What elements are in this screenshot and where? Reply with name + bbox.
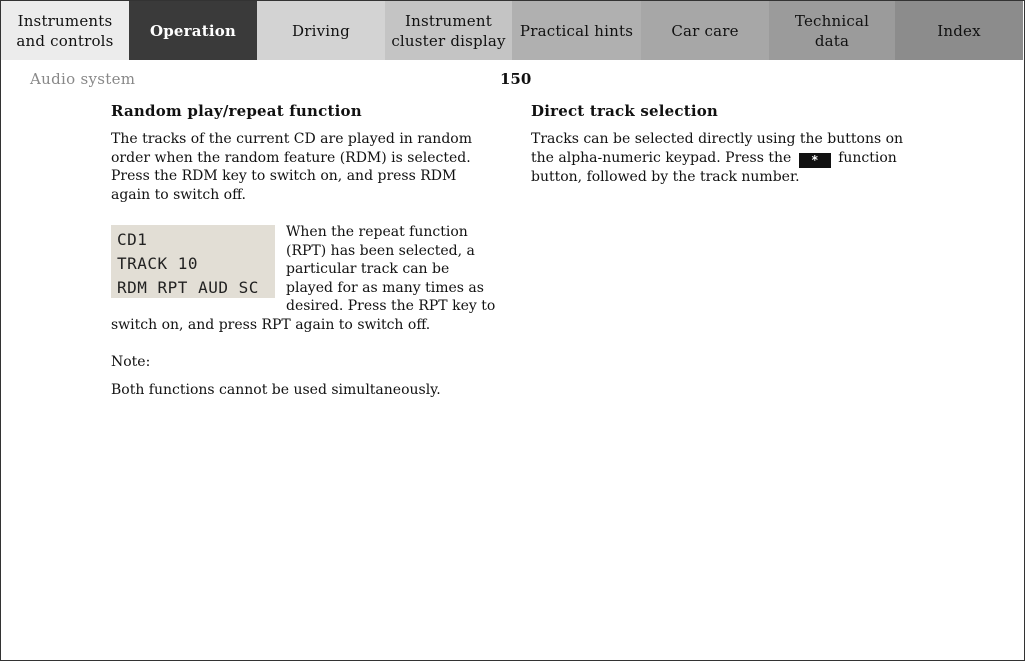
display-line: CD1	[117, 230, 148, 249]
star-key-icon: *	[799, 153, 831, 168]
page-number: 150	[500, 70, 532, 88]
section-label: Audio system	[30, 70, 136, 88]
tab-operation[interactable]: Operation	[129, 1, 257, 60]
repeat-function-text: When the repeat function (RPT) has been selected, a particular track can be played for as many times as desired. Press the RPT key to switch on, and press RPT again to switch off.	[111, 224, 496, 333]
direct-track-text	[531, 130, 921, 186]
radio-display-image	[111, 225, 275, 298]
random-repeat-heading: Random play/repeat function	[111, 102, 362, 120]
note-text: Both functions cannot be used simultaneously.	[111, 381, 441, 398]
display-line: TRACK 10	[117, 254, 199, 273]
note-label: Note:	[111, 354, 151, 370]
direct-track-text-before: Tracks can be selected directly using the buttons on the alpha-numeric keypad. Press the	[531, 131, 904, 166]
tab-instruments-and-controls[interactable]: Instruments and controls	[1, 1, 129, 60]
tab-index[interactable]: Index	[895, 1, 1023, 60]
tab-technical-data[interactable]: Technical data	[769, 1, 895, 60]
direct-track-section	[531, 101, 921, 186]
tab-car-care[interactable]: Car care	[641, 1, 769, 60]
tab-instrument-cluster-display[interactable]: Instrument cluster display	[385, 1, 512, 60]
direct-track-heading: Direct track selection	[531, 102, 719, 120]
chapter-tabs	[1, 1, 1023, 60]
random-play-text: The tracks of the current CD are played in random order when the random feature (RDM) is selected. Press the RDM key to switch on, and press RDM again to switch off.	[111, 131, 472, 203]
tab-driving[interactable]: Driving	[257, 1, 385, 60]
direct-track-text-after: function button, followed by the track number.	[531, 149, 897, 185]
display-line: RDM RPT AUD SC	[117, 278, 259, 297]
tab-practical-hints[interactable]: Practical hints	[512, 1, 641, 60]
random-repeat-section	[111, 101, 496, 399]
